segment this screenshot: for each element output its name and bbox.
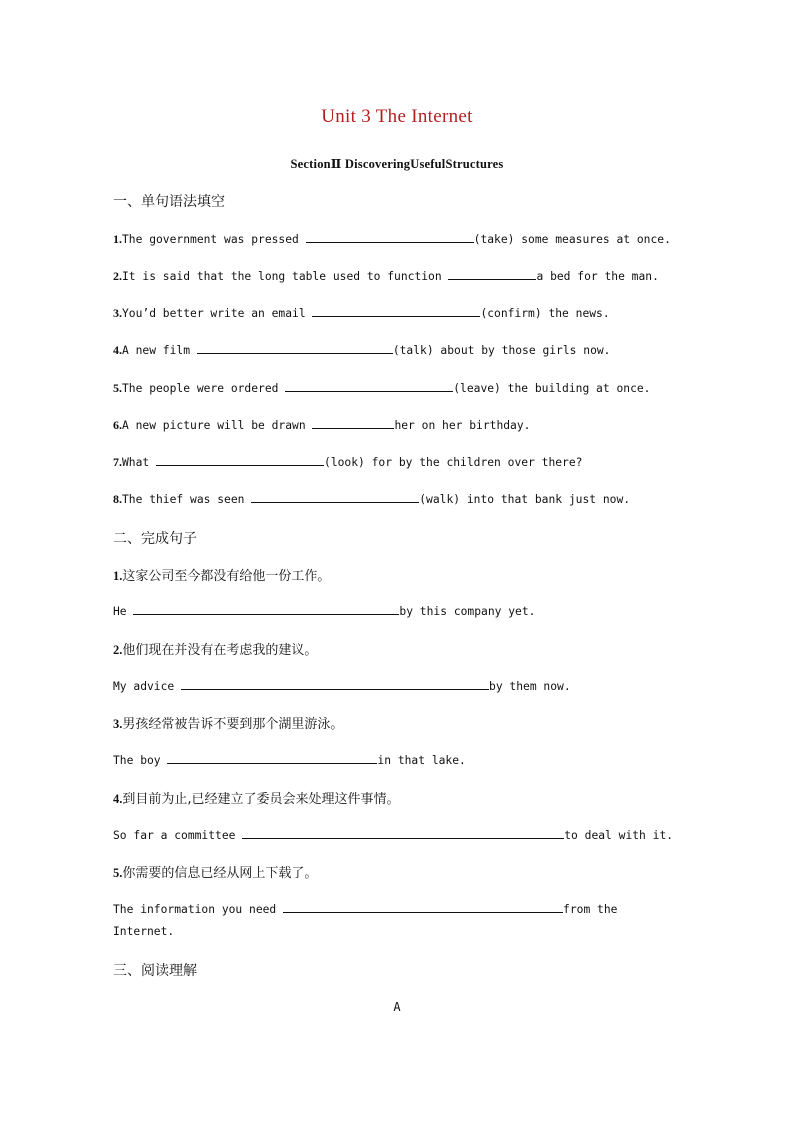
item-text-before: The information you need [113,903,284,916]
answer-blank[interactable] [312,305,480,317]
part3-heading: 三、阅读理解 [113,963,197,979]
passage-label: A [393,1000,401,1014]
exercise-item-4 [113,342,610,358]
answer-blank[interactable] [181,678,489,690]
item-text-before: He [113,605,134,618]
answer-blank[interactable] [167,752,377,764]
item-text-before: A new film [122,344,197,357]
exercise-item-5 [113,380,650,396]
item-text-after: in that lake. [377,754,466,767]
item-number: 7. [113,455,122,469]
item-number: 1. [113,232,122,246]
exercise-item-3 [113,305,610,321]
translation-answer-2 [113,678,571,693]
part2-heading: 二、完成句子 [113,531,197,547]
item-text-after: her on her birthday. [394,419,531,432]
chinese-sentence: 你需要的信息已经从网上下载了。 [122,866,318,881]
item-text-after: (confirm) the news. [480,307,610,320]
item-text-before: It is said that the long table used to function [122,270,449,283]
item-text-before: The boy [113,754,168,767]
item-text-before: You’d better write an email [122,307,313,320]
item-text-after: (take) some measures at once. [473,233,671,246]
answer-blank[interactable] [251,491,419,503]
chinese-sentence: 这家公司至今都没有给他一份工作。 [122,569,331,584]
item-number: 2. [113,269,122,283]
item-text-after: (leave) the building at once. [453,382,651,395]
item-number: 1. [113,569,123,583]
translation-answer-5-continuation: Internet. [113,925,175,938]
item-number: 4. [113,343,122,357]
answer-blank[interactable] [156,454,324,466]
page-title: Unit 3 The Internet [321,106,473,127]
item-text-after: from the [563,903,618,916]
translation-prompt-3 [113,713,343,732]
item-text-after: by them now. [489,680,571,693]
answer-blank[interactable] [306,231,474,243]
chinese-sentence: 到目前为止,已经建立了委员会来处理这件事情。 [122,792,400,807]
item-text-before: The people were ordered [122,382,286,395]
translation-prompt-2 [113,639,317,658]
item-number: 8. [113,492,122,506]
item-text-after: (talk) about by those girls now. [392,344,611,357]
translation-prompt-4 [113,788,400,807]
section-subtitle: SectionⅡ DiscoveringUsefulStructures [290,157,504,171]
exercise-item-2 [113,268,659,284]
answer-blank[interactable] [312,417,394,429]
exercise-item-1 [113,231,671,247]
item-number: 5. [113,381,122,395]
answer-blank[interactable] [283,901,563,913]
item-text-before: The thief was seen [122,493,252,506]
item-text-before: What [122,456,157,469]
translation-answer-4 [113,827,673,842]
part1-heading: 一、单句语法填空 [113,194,225,210]
translation-prompt-1 [113,565,330,584]
answer-blank[interactable] [242,827,564,839]
item-number: 6. [113,418,122,432]
item-number: 4. [113,792,123,806]
item-number: 3. [113,717,123,731]
item-text-after: a bed for the man. [536,270,659,283]
translation-answer-1 [113,603,535,618]
chinese-sentence: 他们现在并没有在考虑我的建议。 [122,643,318,658]
item-text-after: (walk) into that bank just now. [419,493,631,506]
item-text-before: So far a committee [113,829,243,842]
translation-prompt-5 [113,862,317,881]
answer-blank[interactable] [197,342,393,354]
chinese-sentence: 男孩经常被告诉不要到那个湖里游泳。 [122,717,344,732]
exercise-item-6 [113,417,530,433]
item-text-before: The government was pressed [122,233,306,246]
exercise-item-7 [113,454,582,470]
translation-answer-5 [113,901,617,916]
translation-answer-3 [113,752,466,767]
item-number: 2. [113,643,123,657]
item-text-before: A new picture will be drawn [122,419,313,432]
item-number: 5. [113,866,123,880]
item-number: 3. [113,306,122,320]
exercise-item-8 [113,491,630,507]
item-text-after: (look) for by the children over there? [324,456,583,469]
item-text-after: by this company yet. [399,605,536,618]
answer-blank[interactable] [448,268,536,280]
item-text-after: to deal with it. [564,829,674,842]
answer-blank[interactable] [133,603,399,615]
item-text-before: My advice [113,680,182,693]
answer-blank[interactable] [285,380,453,392]
